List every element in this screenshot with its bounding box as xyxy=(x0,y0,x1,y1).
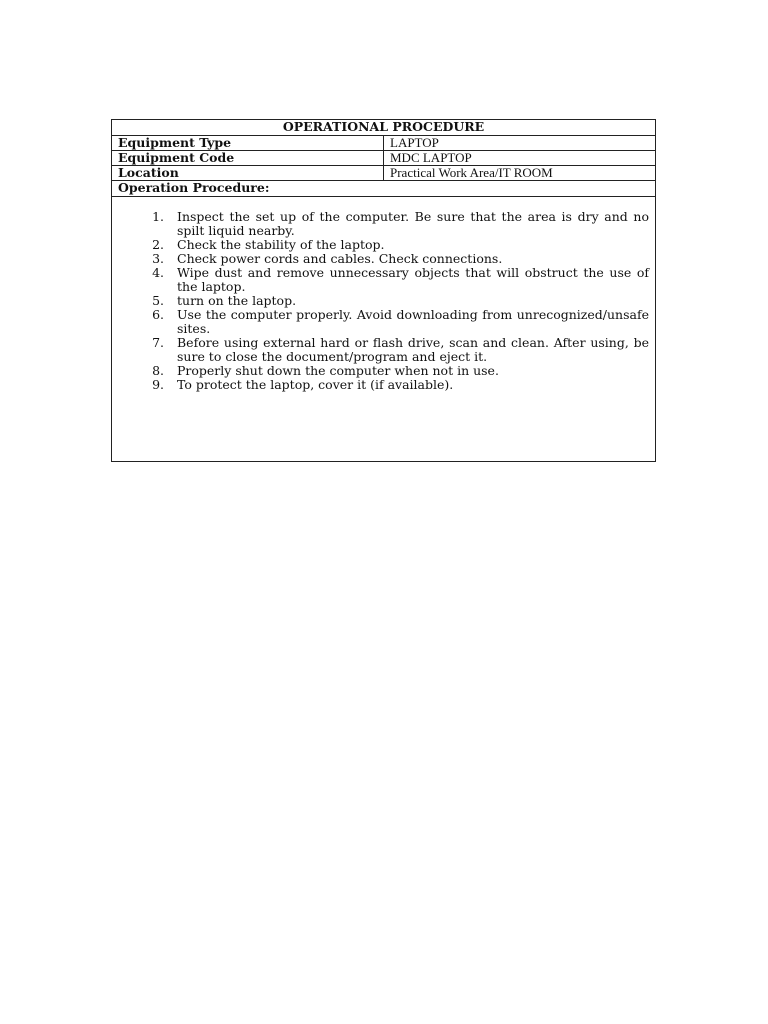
step-text: Wipe dust and remove unnecessary objects that will obstruct the use of the laptop. xyxy=(177,265,649,294)
step-text: Use the computer properly. Avoid downloading from unrecognized/unsafe sites. xyxy=(177,307,649,336)
list-item xyxy=(118,210,649,238)
step-number: 3. xyxy=(152,251,164,266)
field-row-equipment-code xyxy=(112,151,656,166)
step-number: 6. xyxy=(152,307,164,322)
equipment-type-value: LAPTOP xyxy=(384,136,656,151)
operational-procedure-table xyxy=(111,119,656,462)
list-item xyxy=(118,252,649,266)
list-item xyxy=(118,238,649,252)
title-row xyxy=(112,120,656,136)
step-number: 5. xyxy=(152,293,164,308)
list-item xyxy=(118,378,649,392)
step-text: Before using external hard or flash drive, scan and clean. After using, be sure to close the document/program and eject it. xyxy=(177,335,649,364)
step-number: 1. xyxy=(152,209,164,224)
procedure-body xyxy=(112,197,656,462)
step-text: turn on the laptop. xyxy=(177,293,297,308)
procedure-label-row xyxy=(112,181,656,197)
list-item xyxy=(118,336,649,364)
equipment-type-label: Equipment Type xyxy=(112,136,384,151)
list-item xyxy=(118,364,649,378)
step-number: 7. xyxy=(152,335,164,350)
location-label: Location xyxy=(112,166,384,181)
list-item xyxy=(118,308,649,336)
list-item xyxy=(118,266,649,294)
step-number: 4. xyxy=(152,265,164,280)
step-number: 9. xyxy=(152,377,164,392)
step-text: Check the stability of the laptop. xyxy=(177,237,385,252)
field-row-location xyxy=(112,166,656,181)
step-text: To protect the laptop, cover it (if available). xyxy=(177,377,454,392)
operation-procedure-label: Operation Procedure: xyxy=(112,181,656,197)
form-title: OPERATIONAL PROCEDURE xyxy=(112,120,656,136)
procedure-body-row xyxy=(112,197,656,462)
step-text: Properly shut down the computer when not in use. xyxy=(177,363,499,378)
location-value: Practical Work Area/IT ROOM xyxy=(384,166,656,181)
procedure-steps-list xyxy=(118,210,649,392)
step-text: Inspect the set up of the computer. Be sure that the area is dry and no spilt liquid nearby. xyxy=(177,209,649,238)
equipment-code-label: Equipment Code xyxy=(112,151,384,166)
step-text: Check power cords and cables. Check connections. xyxy=(177,251,503,266)
step-number: 2. xyxy=(152,237,164,252)
field-row-equipment-type xyxy=(112,136,656,151)
equipment-code-value: MDC LAPTOP xyxy=(384,151,656,166)
step-number: 8. xyxy=(152,363,164,378)
list-item xyxy=(118,294,649,308)
